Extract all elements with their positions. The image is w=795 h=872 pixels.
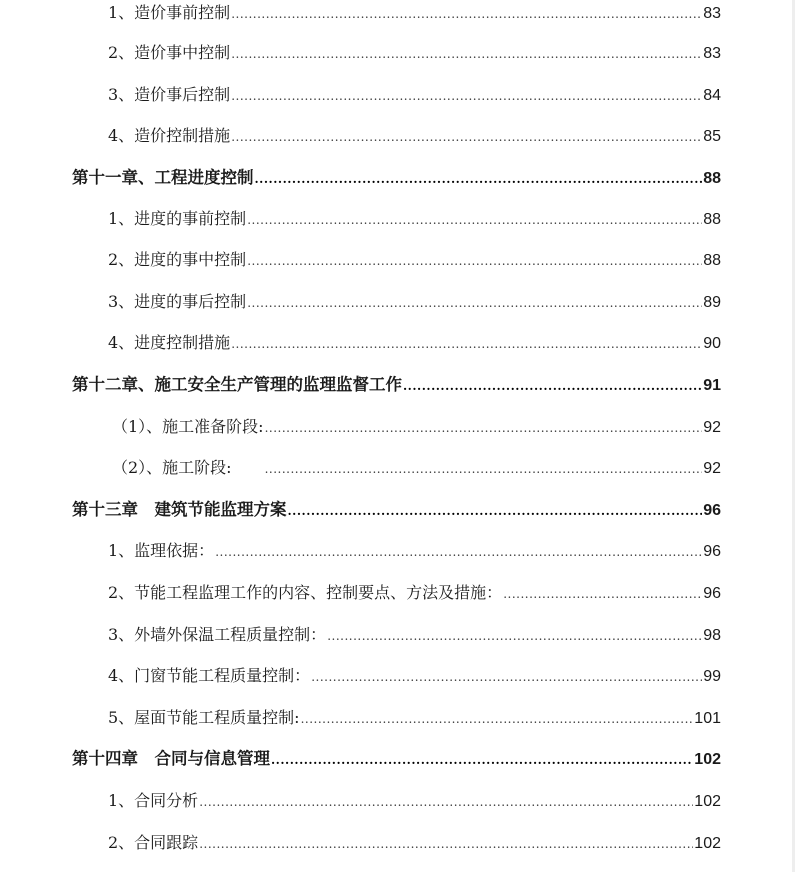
toc-page-number: 102 [694,793,721,810]
toc-page-number: 96 [703,543,721,560]
toc-entry[interactable] [108,788,721,814]
toc-leader-dots [231,124,702,150]
toc-entry[interactable] [108,206,721,232]
toc-leader-dots [231,1,702,27]
toc-leader-dots [199,831,693,857]
toc-leader-dots [327,623,702,649]
toc-chapter-title: 第十四章 合同与信息管理 [72,749,270,768]
toc-entry-title: 3、进度的事后控制 [108,292,247,311]
toc-leader-dots [301,706,694,732]
toc-entry[interactable] [108,82,721,108]
toc-chapter-entry[interactable] [72,746,721,772]
toc-chapter-entry[interactable] [72,372,721,398]
toc-page-number: 91 [703,377,721,394]
toc-entry-title: 4、进度控制措施 [108,333,231,352]
toc-entry-title: 1、造价事前控制 [108,3,231,22]
toc-leader-dots [247,248,702,274]
toc-page-number: 98 [703,627,721,644]
toc-leader-dots [215,539,702,565]
toc-leader-dots [231,331,702,357]
toc-entry[interactable] [108,705,721,731]
toc-entry[interactable] [108,330,721,356]
toc-entry-title: 1、合同分析 [108,791,199,810]
toc-leader-dots [403,373,702,399]
toc-entry-title: 2、节能工程监理工作的内容、控制要点、方法及措施： [108,583,503,602]
toc-chapter-title: 第十一章、工程进度控制 [72,168,254,187]
toc-leader-dots [247,207,702,233]
toc-page-number: 88 [703,211,721,228]
toc-page-number: 88 [703,252,721,269]
toc-entry[interactable] [108,830,721,856]
toc-entry-title: 2、造价事中控制 [108,43,231,62]
toc-entry[interactable] [108,622,721,648]
toc-entry-title: 4、门窗节能工程质量控制： [108,666,311,685]
toc-leader-dots [247,290,702,316]
toc-chapter-title: 第十二章、施工安全生产管理的监理监督工作 [72,375,402,394]
toc-leader-dots [503,581,702,607]
toc-entry[interactable] [108,0,721,26]
toc-page-number: 92 [703,419,721,436]
toc-entry-title: 2、合同跟踪 [108,833,199,852]
toc-page-number: 96 [703,585,721,602]
toc-page-number: 90 [703,335,721,352]
toc-page-number: 83 [703,5,721,22]
toc-leader-dots [311,664,702,690]
toc-entry-title: 3、造价事后控制 [108,85,231,104]
toc-page-number: 83 [703,45,721,62]
toc-chapter-entry[interactable] [72,165,721,191]
toc-leader-dots [199,789,693,815]
toc-entry-title: 2、进度的事中控制 [108,250,247,269]
toc-page-number: 85 [703,128,721,145]
toc-page-number: 84 [703,87,721,104]
toc-entry-title: 4、造价控制措施 [108,126,231,145]
toc-entry-title: 1、监理依据： [108,541,215,560]
toc-entry-title: 5、屋面节能工程质量控制: [108,708,300,727]
toc-leader-dots [265,456,703,482]
toc-page-number: 96 [703,502,721,519]
toc-entry-title: 1、进度的事前控制 [108,209,247,228]
toc-entry[interactable] [108,580,721,606]
toc-entry[interactable] [108,663,721,689]
toc-entry[interactable] [112,414,721,440]
toc-entry[interactable] [108,538,721,564]
toc-page-number: 99 [703,668,721,685]
toc-leader-dots [265,415,703,441]
toc-entry[interactable] [112,455,721,481]
toc-page-number: 89 [703,294,721,311]
toc-entry[interactable] [108,123,721,149]
toc-page-number: 101 [694,710,721,727]
toc-leader-dots [231,83,702,109]
toc-page-number: 88 [703,170,721,187]
toc-entry-title: 3、外墙外保温工程质量控制： [108,625,327,644]
toc-entry-title: （1）、施工准备阶段: [112,417,264,436]
toc-page-number: 102 [694,835,721,852]
toc-entry[interactable] [108,247,721,273]
toc-entry[interactable] [108,289,721,315]
toc-leader-dots [255,166,703,192]
toc-page-number: 92 [703,460,721,477]
toc-chapter-title: 第十三章 建筑节能监理方案 [72,500,287,519]
toc-chapter-entry[interactable] [72,497,721,523]
toc-entry[interactable] [108,40,721,66]
toc-page-number: 102 [694,751,721,768]
toc-entry-title: （2）、施工阶段: [112,458,264,477]
toc-leader-dots [271,747,693,773]
toc-leader-dots [231,41,702,67]
toc-leader-dots [288,498,703,524]
